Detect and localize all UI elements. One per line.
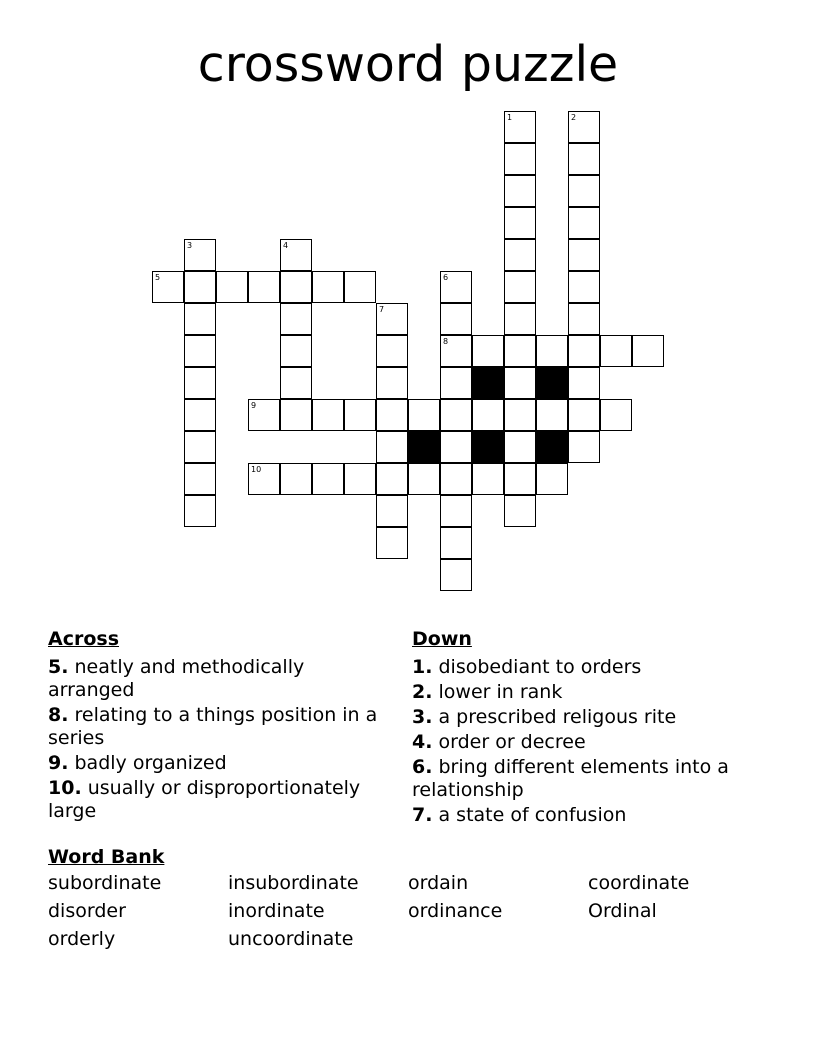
grid-cell[interactable]	[440, 463, 472, 495]
grid-cell[interactable]	[440, 303, 472, 335]
grid-cell[interactable]	[440, 495, 472, 527]
grid-cell[interactable]	[376, 431, 408, 463]
grid-cell[interactable]	[600, 335, 632, 367]
grid-cell[interactable]	[344, 463, 376, 495]
word-bank-item: uncoordinate	[228, 928, 354, 950]
grid-cell[interactable]	[312, 399, 344, 431]
grid-cell[interactable]	[184, 239, 216, 271]
grid-cell[interactable]	[568, 335, 600, 367]
across-heading: Across	[48, 628, 120, 650]
clue-text: order or decree	[438, 731, 586, 753]
clue-text: usually or disproportionately large	[48, 777, 361, 822]
grid-cell[interactable]	[216, 271, 248, 303]
grid-block	[472, 367, 504, 399]
grid-block	[472, 431, 504, 463]
cell-number: 10	[251, 465, 262, 474]
grid-cell[interactable]	[504, 303, 536, 335]
word-bank-item: inordinate	[228, 900, 325, 922]
grid-cell[interactable]	[280, 399, 312, 431]
word-bank-item: ordain	[408, 872, 469, 894]
clue-text: relating to a things position in a series	[48, 704, 378, 749]
grid-cell[interactable]	[280, 463, 312, 495]
word-bank-item: Ordinal	[588, 900, 657, 922]
grid-block	[408, 431, 440, 463]
across-clues	[48, 628, 393, 825]
word-bank-list	[48, 872, 768, 951]
grid-cell[interactable]	[568, 143, 600, 175]
clue-number: 3.	[412, 706, 433, 728]
grid-cell[interactable]	[312, 271, 344, 303]
grid-cell[interactable]	[504, 143, 536, 175]
cell-number: 5	[155, 273, 161, 282]
grid-cell[interactable]	[376, 367, 408, 399]
grid-cell[interactable]	[280, 367, 312, 399]
cell-number: 2	[571, 113, 577, 122]
down-clue	[412, 756, 762, 802]
clue-number: 4.	[412, 731, 433, 753]
grid-cell[interactable]	[568, 175, 600, 207]
clue-text: bring different elements into a relationship	[412, 756, 729, 801]
grid-cell[interactable]	[152, 271, 184, 303]
grid-cell[interactable]	[184, 431, 216, 463]
grid-cell[interactable]	[504, 431, 536, 463]
grid-cell[interactable]	[280, 239, 312, 271]
grid-block	[536, 367, 568, 399]
grid-cell[interactable]	[632, 335, 664, 367]
grid-cell[interactable]	[440, 335, 472, 367]
grid-cell[interactable]	[568, 239, 600, 271]
grid-cell[interactable]	[504, 111, 536, 143]
clue-text: disobediant to orders	[438, 656, 642, 678]
grid-cell[interactable]	[504, 175, 536, 207]
clue-number: 9.	[48, 752, 69, 774]
across-clue	[48, 777, 393, 823]
grid-cell[interactable]	[376, 399, 408, 431]
grid-cell[interactable]	[504, 367, 536, 399]
grid-cell[interactable]	[504, 399, 536, 431]
word-bank-item: coordinate	[588, 872, 690, 894]
clue-text: a state of confusion	[438, 804, 627, 826]
grid-cell[interactable]	[600, 399, 632, 431]
grid-cell[interactable]	[184, 463, 216, 495]
puzzle-title: crossword puzzle	[197, 36, 619, 93]
grid-cell[interactable]	[248, 399, 280, 431]
clue-number: 6.	[412, 756, 433, 778]
word-bank-item: insubordinate	[228, 872, 359, 894]
grid-cell[interactable]	[248, 463, 280, 495]
grid-cell[interactable]	[568, 431, 600, 463]
down-clue	[412, 706, 762, 729]
across-clue	[48, 656, 393, 702]
grid-cell[interactable]	[440, 527, 472, 559]
grid-cell[interactable]	[568, 367, 600, 399]
grid-cell[interactable]	[568, 399, 600, 431]
grid-cell[interactable]	[440, 431, 472, 463]
grid-cell[interactable]	[312, 463, 344, 495]
down-clues	[412, 628, 762, 829]
word-bank-item: disorder	[48, 900, 126, 922]
grid-cell[interactable]	[568, 303, 600, 335]
word-bank	[48, 846, 768, 951]
grid-cell[interactable]	[472, 399, 504, 431]
grid-cell[interactable]	[184, 303, 216, 335]
grid-cell[interactable]	[536, 463, 568, 495]
clue-number: 8.	[48, 704, 69, 726]
grid-cell[interactable]	[440, 367, 472, 399]
clue-number: 7.	[412, 804, 433, 826]
clue-text: a prescribed religous rite	[438, 706, 677, 728]
grid-cell[interactable]	[280, 271, 312, 303]
grid-cell[interactable]	[504, 463, 536, 495]
word-bank-item: ordinance	[408, 900, 503, 922]
grid-cell[interactable]	[568, 271, 600, 303]
grid-cell[interactable]	[504, 335, 536, 367]
clue-number: 2.	[412, 681, 433, 703]
grid-cell[interactable]	[472, 335, 504, 367]
grid-cell[interactable]	[536, 335, 568, 367]
grid-cell[interactable]	[184, 271, 216, 303]
grid-cell[interactable]	[568, 111, 600, 143]
clue-number: 1.	[412, 656, 433, 678]
grid-cell[interactable]	[344, 399, 376, 431]
grid-cell[interactable]	[184, 399, 216, 431]
grid-cell[interactable]	[568, 207, 600, 239]
grid-cell[interactable]	[472, 463, 504, 495]
grid-cell[interactable]	[376, 335, 408, 367]
grid-cell[interactable]	[440, 399, 472, 431]
grid-cell[interactable]	[376, 495, 408, 527]
across-clue	[48, 752, 393, 775]
cell-number: 1	[507, 113, 513, 122]
down-clue	[412, 804, 762, 827]
cell-number: 3	[187, 241, 193, 250]
word-bank-item: subordinate	[48, 872, 162, 894]
clue-number: 10.	[48, 777, 82, 799]
word-bank-item: orderly	[48, 928, 116, 950]
grid-block	[536, 431, 568, 463]
grid-cell[interactable]	[376, 303, 408, 335]
grid-cell[interactable]	[184, 495, 216, 527]
cell-number: 6	[443, 273, 449, 282]
clue-text: neatly and methodically arranged	[48, 656, 305, 701]
down-clue	[412, 681, 762, 704]
grid-cell[interactable]	[280, 335, 312, 367]
down-heading: Down	[412, 628, 472, 650]
grid-cell[interactable]	[408, 399, 440, 431]
grid-cell[interactable]	[408, 463, 440, 495]
grid-cell[interactable]	[536, 399, 568, 431]
grid-cell[interactable]	[184, 367, 216, 399]
cell-number: 4	[283, 241, 289, 250]
down-clue	[412, 656, 762, 679]
grid-cell[interactable]	[504, 271, 536, 303]
grid-cell[interactable]	[504, 239, 536, 271]
across-clue	[48, 704, 393, 750]
cell-number: 7	[379, 305, 385, 314]
grid-cell[interactable]	[504, 495, 536, 527]
clue-text: badly organized	[74, 752, 227, 774]
grid-cell[interactable]	[440, 559, 472, 591]
grid-cell[interactable]	[504, 207, 536, 239]
grid-cell[interactable]	[376, 527, 408, 559]
grid-cell[interactable]	[376, 463, 408, 495]
clue-number: 5.	[48, 656, 69, 678]
grid-cell[interactable]	[184, 335, 216, 367]
down-clue	[412, 731, 762, 754]
clue-text: lower in rank	[438, 681, 563, 703]
grid-cell[interactable]	[440, 271, 472, 303]
cell-number: 9	[251, 401, 257, 410]
grid-cell[interactable]	[344, 271, 376, 303]
cell-number: 8	[443, 337, 449, 346]
grid-cell[interactable]	[280, 303, 312, 335]
grid-cell[interactable]	[248, 271, 280, 303]
word-bank-heading: Word Bank	[48, 846, 165, 868]
